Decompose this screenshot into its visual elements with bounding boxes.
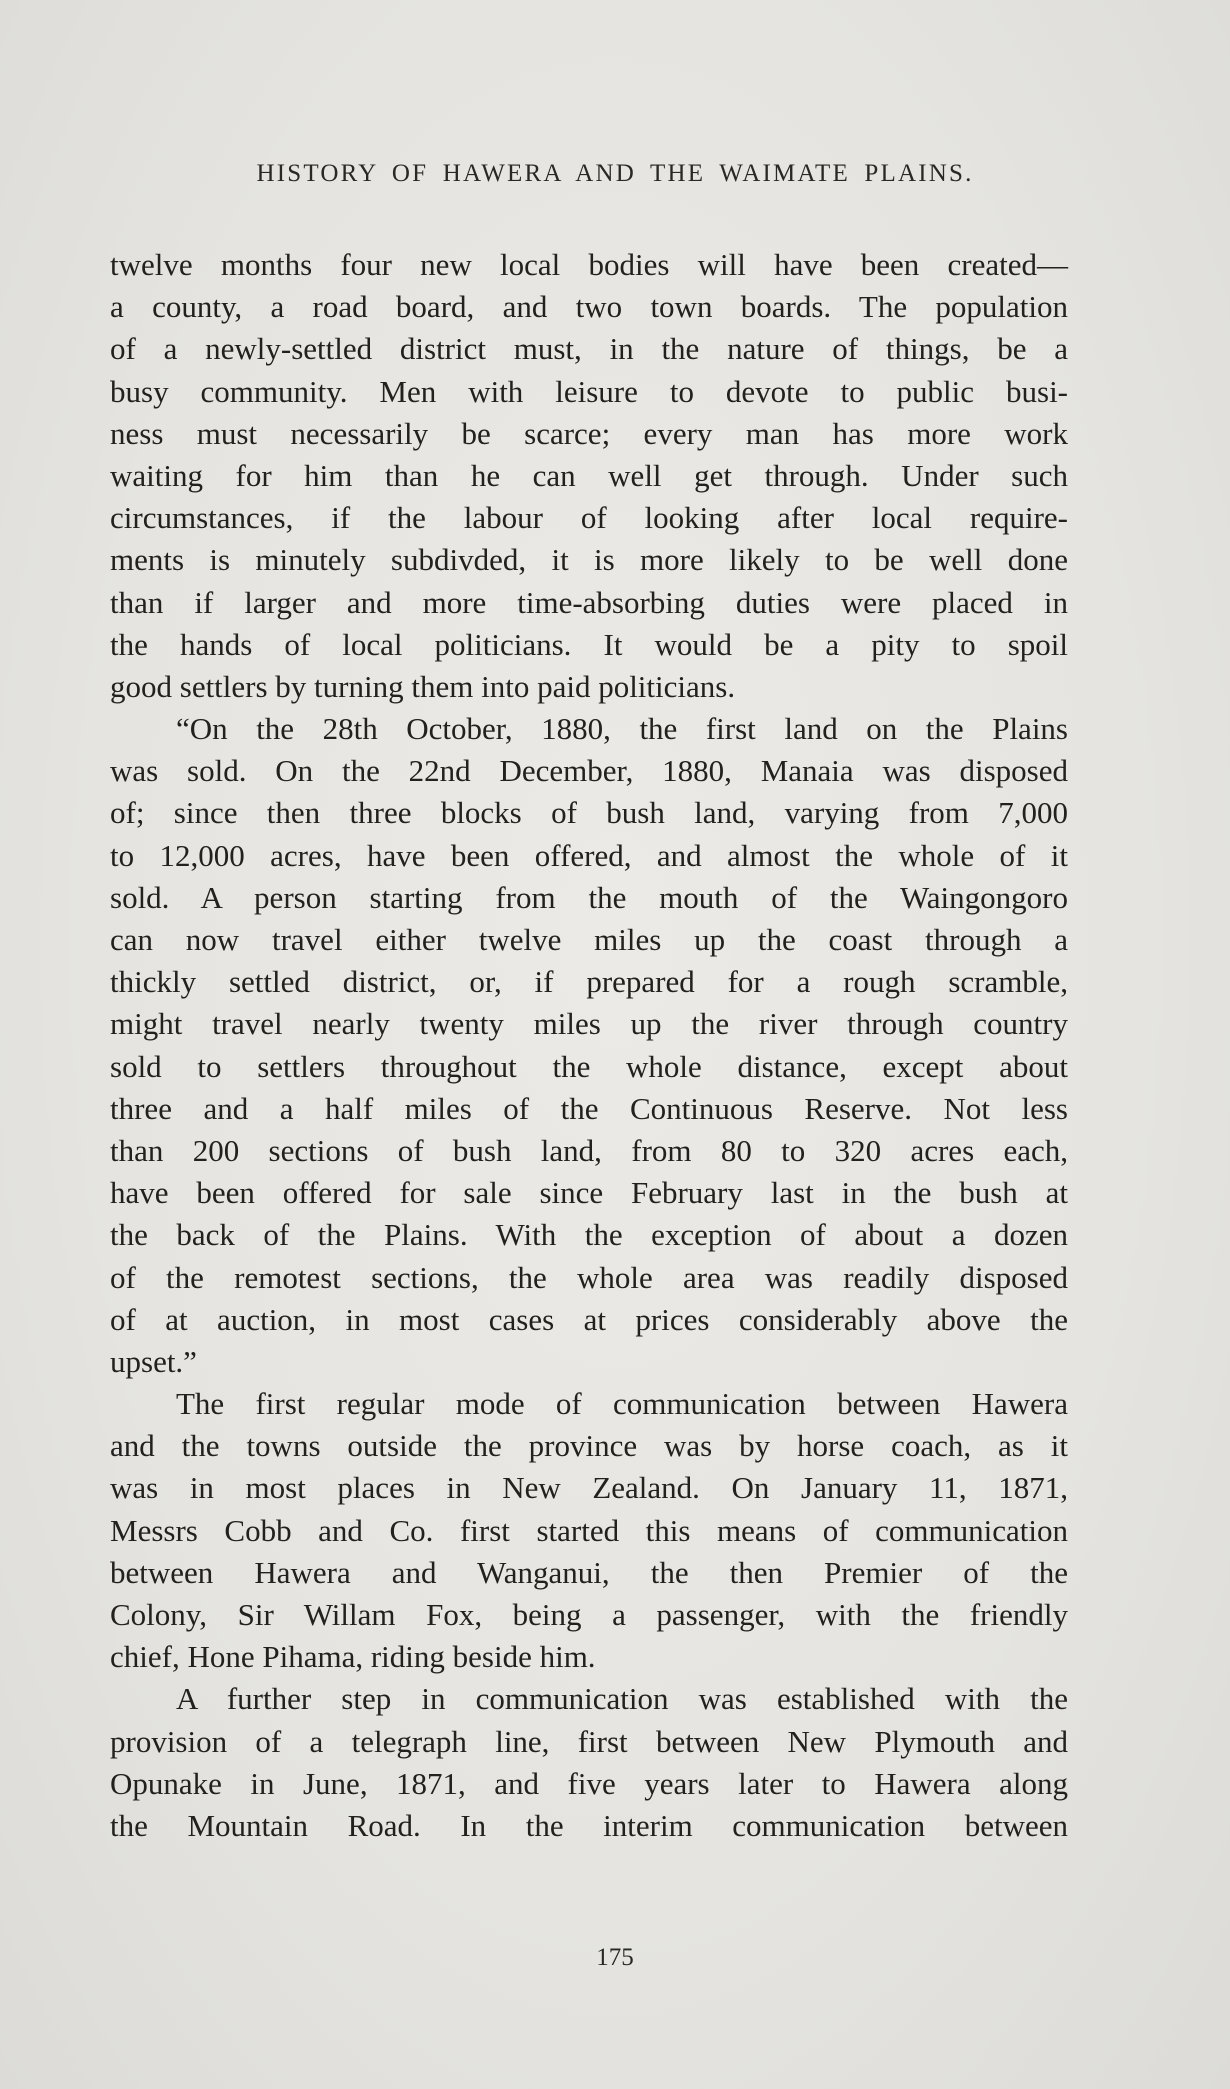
text-line: The first regular mode of communication between Hawera — [176, 1386, 1068, 1422]
text-line: provision of a telegraph line, first between New Plymouth and — [110, 1723, 1068, 1759]
text-line: chief, Hone Pihama, riding beside him. — [110, 1639, 596, 1675]
text-line: A further step in communication was established with the — [176, 1681, 1068, 1717]
text-line: can now travel either twelve miles up the coast through a — [110, 922, 1068, 957]
running-head: HISTORY OF HAWERA AND THE WAIMATE PLAINS. — [256, 160, 974, 187]
paragraph — [110, 1383, 1068, 1678]
text-line: between Hawera and Wanganui, the then Premier of the — [110, 1554, 1068, 1590]
text-line: good settlers by turning them into paid politicians. — [110, 668, 736, 704]
text-line: might travel nearly twenty miles up the river through country — [110, 1006, 1068, 1042]
text-line: sold. A person starting from the mouth of the Waingongoro — [110, 879, 1068, 915]
text-line: to 12,000 acres, have been offered, and almost the whole of it — [110, 837, 1068, 873]
text-line: three and a half miles of the Continuous Reserve. Not less — [110, 1090, 1068, 1126]
text-line: waiting for him than he can well get through. Under such — [110, 457, 1068, 493]
text-line: than 200 sections of bush land, from 80 to 320 acres each, — [110, 1132, 1068, 1168]
paragraph — [110, 1678, 1068, 1847]
page-number: 175 — [596, 1944, 634, 1971]
text-line: than if larger and more time-absorbing duties were placed in — [110, 584, 1068, 620]
text-line: of a newly-settled district must, in the nature of things, be a — [110, 331, 1068, 367]
text-line: upset.” — [110, 1343, 197, 1379]
text-line: was sold. On the 22nd December, 1880, Manaia was disposed — [110, 753, 1068, 789]
text-line: Colony, Sir Willam Fox, being a passenger, with the friendly — [110, 1597, 1068, 1632]
paragraph — [110, 244, 1068, 708]
paragraph — [110, 708, 1068, 1383]
text-line: a county, a road board, and two town boards. The population — [110, 289, 1068, 325]
text-line: ments is minutely subdivded, it is more likely to be well done — [110, 542, 1068, 578]
text-line: have been offered for sale since February last in the bush at — [110, 1175, 1068, 1211]
text-line: “On the 28th October, 1880, the first land on the Plains — [176, 711, 1068, 747]
text-line: the back of the Plains. With the exception of about a dozen — [110, 1217, 1068, 1253]
text-line: thickly settled district, or, if prepared for a rough scramble, — [110, 964, 1068, 1000]
text-line: the Mountain Road. In the interim communication between — [110, 1807, 1068, 1843]
text-line: sold to settlers throughout the whole distance, except about — [110, 1048, 1068, 1084]
text-line: ness must necessarily be scarce; every man has more work — [110, 415, 1068, 451]
body-text — [110, 244, 1068, 1847]
text-line: was in most places in New Zealand. On January 11, 1871, — [110, 1470, 1068, 1506]
text-line: of at auction, in most cases at prices considerably above the — [110, 1301, 1068, 1337]
text-line: circumstances, if the labour of looking after local require- — [110, 500, 1068, 536]
text-line: Messrs Cobb and Co. first started this means of communication — [110, 1512, 1068, 1548]
text-line: Opunake in June, 1871, and five years later to Hawera along — [110, 1765, 1068, 1801]
text-line: twelve months four new local bodies will have been created— — [110, 247, 1068, 282]
text-line: and the towns outside the province was by horse coach, as it — [110, 1428, 1068, 1464]
text-line: of; since then three blocks of bush land, varying from 7,000 — [110, 795, 1068, 831]
text-line: of the remotest sections, the whole area was readily disposed — [110, 1259, 1068, 1295]
text-line: busy community. Men with leisure to devote to public busi- — [110, 373, 1068, 409]
text-line: the hands of local politicians. It would be a pity to spoil — [110, 626, 1068, 662]
